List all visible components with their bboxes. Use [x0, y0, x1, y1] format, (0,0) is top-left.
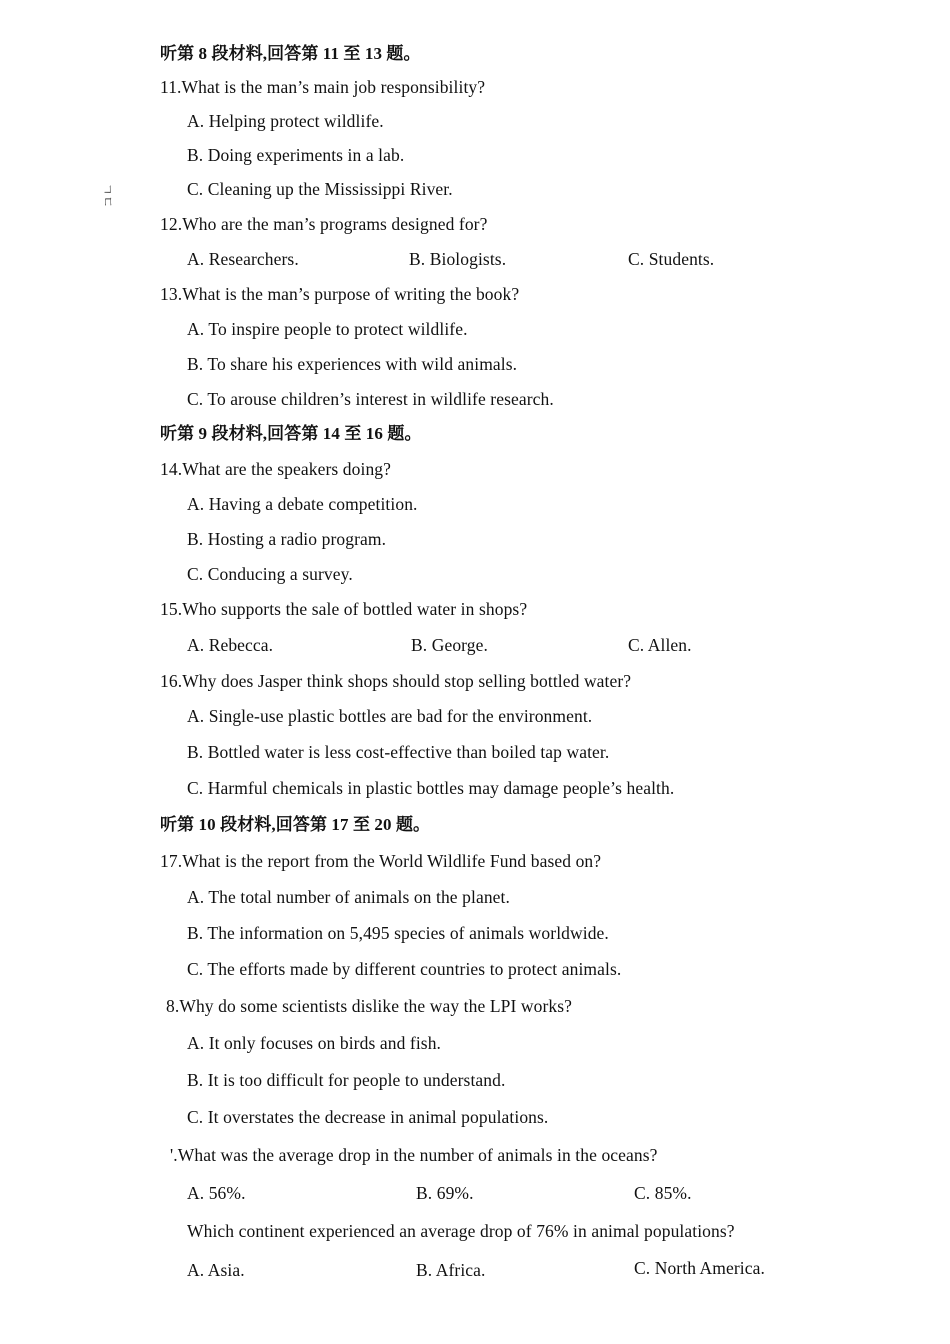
- question-text: Why do some scientists dislike the way the LPI works?: [179, 996, 572, 1016]
- option-15-b[interactable]: B. George.: [411, 635, 488, 655]
- option-17-a[interactable]: A. The total number of animals on the planet.: [187, 887, 510, 907]
- option-17-b[interactable]: B. The information on 5,495 species of animals worldwide.: [187, 923, 609, 943]
- option-20-c[interactable]: C. North America.: [634, 1258, 765, 1278]
- question-number: 11.: [160, 77, 182, 97]
- option-11-a[interactable]: A. Helping protect wildlife.: [187, 111, 384, 131]
- option-11-c[interactable]: C. Cleaning up the Mississippi River.: [187, 179, 453, 199]
- option-13-b[interactable]: B. To share his experiences with wild animals.: [187, 354, 518, 374]
- question-12: [160, 213, 487, 235]
- question-15: [160, 598, 527, 620]
- option-16-a[interactable]: A. Single-use plastic bottles are bad for the environment.: [187, 706, 593, 726]
- option-20-b[interactable]: B. Africa.: [416, 1260, 486, 1280]
- question-text: What is the man’s purpose of writing the book?: [182, 284, 520, 304]
- question-20: [187, 1220, 735, 1242]
- question-text: Which continent experienced an average drop of 76% in animal populations?: [187, 1221, 735, 1241]
- option-12-b[interactable]: B. Biologists.: [409, 249, 507, 269]
- question-number: 13.: [160, 284, 183, 304]
- question-number: 12.: [160, 214, 183, 234]
- question-text: What is the report from the World Wildlife Fund based on?: [182, 851, 602, 871]
- question-18: [166, 995, 572, 1017]
- section-heading-8: 听第 8 段材料,回答第 11 至 13 题。: [160, 44, 421, 63]
- section-heading-9: 听第 9 段材料,回答第 14 至 16 题。: [160, 424, 422, 443]
- question-14: [160, 458, 391, 480]
- option-19-a[interactable]: A. 56%.: [187, 1183, 246, 1203]
- option-15-a[interactable]: A. Rebecca.: [187, 635, 274, 655]
- question-number: '.: [170, 1145, 178, 1165]
- option-13-c[interactable]: C. To arouse children’s interest in wildlife research.: [187, 389, 554, 409]
- option-14-b[interactable]: B. Hosting a radio program.: [187, 529, 387, 549]
- question-19: [170, 1144, 658, 1166]
- option-18-c[interactable]: C. It overstates the decrease in animal populations.: [187, 1107, 549, 1127]
- section-heading-10: 听第 10 段材料,回答第 17 至 20 题。: [160, 815, 431, 834]
- question-11: [160, 76, 485, 98]
- question-text: What was the average drop in the number of animals in the oceans?: [177, 1145, 658, 1165]
- option-13-a[interactable]: A. To inspire people to protect wildlife.: [187, 319, 468, 339]
- option-19-b[interactable]: B. 69%.: [416, 1183, 474, 1203]
- option-19-c[interactable]: C. 85%.: [634, 1183, 692, 1203]
- question-13: [160, 283, 519, 305]
- option-16-c[interactable]: C. Harmful chemicals in plastic bottles may damage people’s health.: [187, 778, 675, 798]
- option-15-c[interactable]: C. Allen.: [628, 635, 692, 655]
- question-text: Why does Jasper think shops should stop selling bottled water?: [182, 671, 632, 691]
- question-number: 16.: [160, 671, 183, 691]
- question-text: What is the man’s main job responsibility?: [181, 77, 486, 97]
- option-14-a[interactable]: A. Having a debate competition.: [187, 494, 418, 514]
- option-12-c[interactable]: C. Students.: [628, 249, 715, 269]
- question-text: Who supports the sale of bottled water in shops?: [182, 599, 528, 619]
- option-18-b[interactable]: B. It is too difficult for people to understand.: [187, 1070, 506, 1090]
- question-number: 15.: [160, 599, 183, 619]
- option-20-a[interactable]: A. Asia.: [187, 1260, 245, 1280]
- option-17-c[interactable]: C. The efforts made by different countries to protect animals.: [187, 959, 622, 979]
- option-18-a[interactable]: A. It only focuses on birds and fish.: [187, 1033, 442, 1053]
- question-text: What are the speakers doing?: [182, 459, 392, 479]
- question-16: [160, 670, 631, 692]
- question-text: Who are the man’s programs designed for?: [182, 214, 488, 234]
- option-16-b[interactable]: B. Bottled water is less cost-effective than boiled tap water.: [187, 742, 610, 762]
- margin-mark: ㄱㄷ: [100, 182, 116, 209]
- option-12-a[interactable]: A. Researchers.: [187, 249, 299, 269]
- option-11-b[interactable]: B. Doing experiments in a lab.: [187, 145, 405, 165]
- question-number: 8.: [166, 996, 180, 1016]
- option-14-c[interactable]: C. Conducing a survey.: [187, 564, 353, 584]
- question-number: 14.: [160, 459, 183, 479]
- question-number: 17.: [160, 851, 183, 871]
- question-17: [160, 850, 601, 872]
